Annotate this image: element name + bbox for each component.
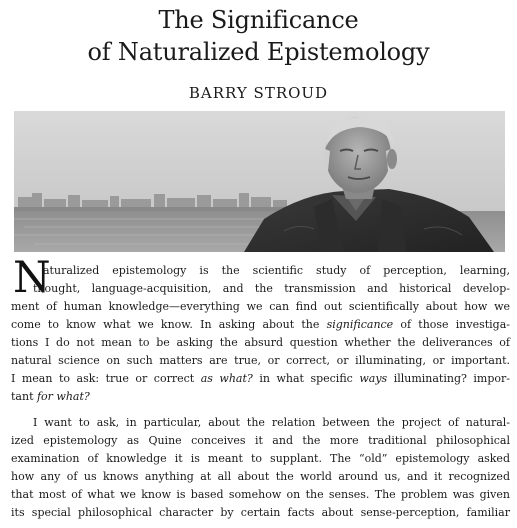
emphasis-as-what: as what? [200,372,253,385]
drop-cap: N [13,253,51,303]
text-run: of those investiga- [393,318,510,331]
paragraph-line: thought, language-acquisition, and the transmission and historical develop- [33,282,510,295]
paragraph-line: examination of knowledge it is meant to supplant. The “old” epistemology asked [11,452,510,465]
paragraph-line: natural science on such matters are true, or correct, or illuminating, or important. [11,354,510,367]
author-name: BARRY STROUD [188,84,329,102]
article-title-line-2: of Naturalized Epistemology [87,38,430,66]
paragraph-line: that most of what we know is based somehow on the senses. The problem was given [11,488,510,501]
emphasis-for-what: for what? [36,390,90,403]
paragraph-line: how any of us knows anything at all about the world around us, and it recognized [11,470,510,483]
paragraph-line: I want to ask, in particular, about the relation between the project of natural- [33,416,510,429]
paragraph-line: ized epistemology as Quine conceives it and the more traditional philosophical [11,434,510,447]
paragraph-line [11,388,90,406]
emphasis-significance: significance [326,318,394,331]
text-run: come to know what we know. In asking about the [11,318,327,331]
paragraph-line: tions I do not mean to be asking the absurd question whether the deliverances of [11,336,510,349]
paragraph-line: ment of human knowledge—everything we can find out scientifically about how we [11,300,510,313]
text-run: in what specific [252,372,360,385]
paragraph-line: its special philosophical character by certain facts about sense-perception, familiar [11,506,510,519]
paragraph-line [11,370,510,388]
paragraph-line [11,316,510,334]
author-photo [14,111,505,252]
emphasis-ways: ways [359,372,388,385]
article-title-line-1: The Significance [158,6,359,34]
text-run: illuminating? impor- [387,372,510,385]
paragraph-line: aturalized epistemology is the scientific study of perception, learning, [43,264,510,277]
text-run: tant [11,390,37,403]
text-run: I mean to ask: true or correct [11,372,201,385]
